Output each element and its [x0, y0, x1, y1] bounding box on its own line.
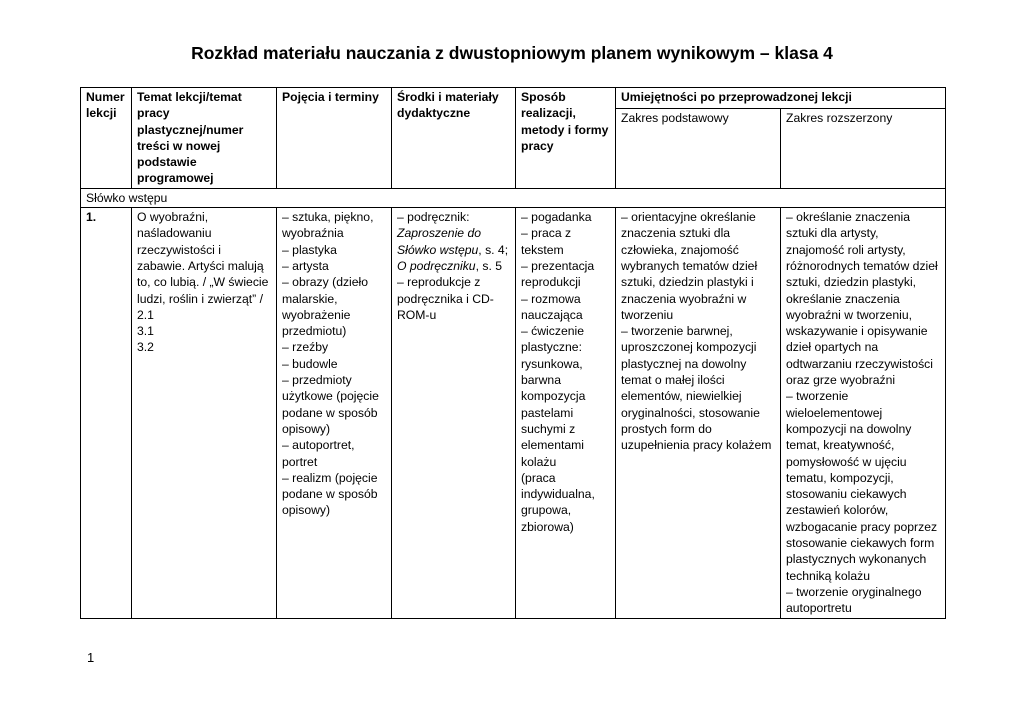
header-numer: Numer lekcji — [81, 88, 132, 189]
list-item: – obrazy (dzieło malarskie, wyobrażenie przedmiotu) — [282, 275, 369, 339]
cell-zakres-rozszerzony — [781, 208, 946, 618]
list-item: – rozmowa nauczająca — [521, 291, 583, 322]
page-number: 1 — [87, 650, 95, 665]
header-row — [81, 88, 946, 109]
srodki-text: , s. 5 — [475, 258, 503, 273]
list-item: – artysta — [282, 258, 329, 273]
list-item: – orientacyjne określanie znaczenia sztuki dla człowieka, znajomość wybranych tematów dzieł sztuki, dziedzin plastyki i znaczenia wyobraźni w tworzeniu — [621, 210, 758, 322]
page-title: Rozkład materiału nauczania z dwustopniowym planem wynikowym – klasa 4 — [191, 43, 833, 63]
header-sposob: Sposób realizacji, metody i formy pracy — [516, 88, 616, 189]
header-temat: Temat lekcji/temat pracy plastycznej/numer treści w nowej podstawie programowej — [132, 88, 277, 189]
list-item: – przedmioty użytkowe (pojęcie podane w sposób opisowy) — [282, 373, 379, 436]
list-item: – określanie znaczenia sztuki dla artysty, znajomość roli artysty, różnorodnych tematów dzieł sztuki, dziedzin plastyki, określanie znaczenia wyobraźni w tworzeniu, wskazywanie i opisywanie dzieł opartych na odtwarzaniu rzeczywistości oraz grze wyobraźni — [786, 210, 938, 388]
list-item: – pogadanka — [521, 210, 592, 225]
header-zakres-rozszerzony: Zakres rozszerzony — [781, 108, 946, 188]
header-zakres-podstawowy: Zakres podstawowy — [616, 108, 781, 188]
list-item: – prezentacja reprodukcji — [521, 258, 595, 290]
cell-temat — [132, 208, 277, 618]
list-item: – sztuka, piękno, wyobraźnia — [282, 210, 374, 241]
list-item: – ćwiczenie plastyczne: rysunkowa, barwna kompozycja pastelami suchymi z elementami kolażu — [521, 324, 586, 469]
list-item: (praca indywidualna, grupowa, zbiorowa) — [521, 470, 595, 534]
list-item: – tworzenie wieloelementowej kompozycji na dowolny temat, kreatywność, pomysłowość w ujęciu tematu, kompozycji, stosowaniu ciekawych zestawień kolorów, wzbogacanie pracy poprzez stosowanie ciekawych form plastycznych wykonanych techniką kolażu — [786, 389, 938, 583]
header-pojecia: Pojęcia i terminy — [277, 88, 392, 189]
list-item: – realizm (pojęcie podane w sposób opisowy) — [282, 470, 378, 518]
srodki-text: O podręczniku — [397, 258, 476, 273]
temat-code: 3.2 — [137, 340, 154, 355]
temat-text: O wyobraźni, naśladowaniu rzeczywistości i zabawie. Artyści malują to, co lubią. / „W świecie ludzi, roślin i zwierząt” / — [137, 210, 269, 306]
cell-srodki — [392, 208, 516, 618]
section-row — [81, 188, 946, 207]
list-item: – praca z tekstem — [521, 226, 572, 257]
srodki-text: – reprodukcje z podręcznika i CD-ROM-u — [397, 275, 494, 322]
list-item: – autoportret, portret — [282, 438, 355, 469]
srodki-text: Zaproszenie do Słówko wstępu — [397, 226, 482, 257]
srodki-text: , s. 4; — [478, 242, 509, 257]
list-item: – rzeźby — [282, 340, 329, 355]
list-item: – tworzenie oryginalnego autoportretu — [786, 584, 922, 616]
list-item: – budowle — [282, 356, 338, 371]
list-item: – plastyka — [282, 242, 337, 257]
temat-code: 2.1 — [137, 307, 154, 322]
table-row — [81, 208, 946, 618]
cell-numer: 1. — [81, 208, 132, 618]
header-srodki: Środki i materiały dydaktyczne — [392, 88, 516, 189]
cell-pojecia — [277, 208, 392, 618]
header-umiejetnosci: Umiejętności po przeprowadzonej lekcji — [616, 88, 946, 109]
cell-sposob — [516, 208, 616, 618]
section-title: Słówko wstępu — [81, 188, 946, 207]
srodki-text: – podręcznik: — [397, 210, 470, 225]
temat-code: 3.1 — [137, 324, 154, 339]
list-item: – tworzenie barwnej, uproszczonej kompozycji plastycznej na dowolny temat o małej ilości elementów, niewielkiej oryginalności, stosowanie prostych form do uzupełnienia pracy kolażem — [621, 324, 772, 453]
lesson-plan-table — [80, 87, 946, 619]
cell-zakres-podstawowy — [616, 208, 781, 618]
